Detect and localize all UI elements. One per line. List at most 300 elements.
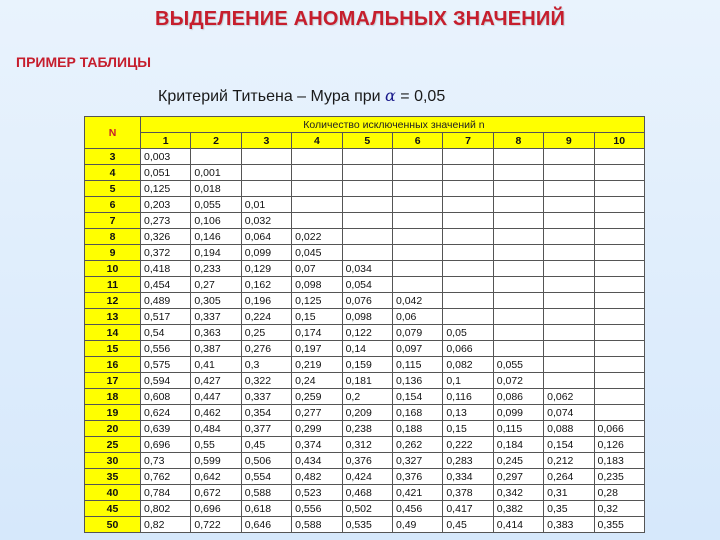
- table-cell: 0,297: [493, 469, 543, 485]
- table-row: [85, 469, 645, 485]
- table-cell: 0,262: [392, 437, 442, 453]
- row-header-n: 15: [85, 341, 141, 357]
- table-cell: 0,326: [141, 229, 191, 245]
- table-cell: [443, 165, 493, 181]
- table-cell: 0,197: [292, 341, 342, 357]
- table-cell: [342, 197, 392, 213]
- table-cell: 0,098: [292, 277, 342, 293]
- row-header-n: 4: [85, 165, 141, 181]
- table-cell: 0,594: [141, 373, 191, 389]
- table-cell: [594, 405, 644, 421]
- table-cell: [594, 261, 644, 277]
- table-cell: 0,273: [141, 213, 191, 229]
- table-cell: 0,194: [191, 245, 241, 261]
- table-cell: 0,575: [141, 357, 191, 373]
- table-cell: 0,337: [241, 389, 291, 405]
- table-cell: 0,618: [241, 501, 291, 517]
- section-subtitle: ПРИМЕР ТАБЛИЦЫ: [16, 54, 152, 70]
- table-cell: 0,003: [141, 149, 191, 165]
- table-cell: 0,762: [141, 469, 191, 485]
- table-cell: [392, 245, 442, 261]
- table-cell: 0,224: [241, 309, 291, 325]
- table-cell: 0,27: [191, 277, 241, 293]
- column-header: 4: [292, 133, 342, 149]
- table-cell: [443, 293, 493, 309]
- row-header-n: 18: [85, 389, 141, 405]
- table-cell: [191, 149, 241, 165]
- table-cell: 0,639: [141, 421, 191, 437]
- table-cell: 0,554: [241, 469, 291, 485]
- table-cell: [493, 197, 543, 213]
- table-cell: 0,196: [241, 293, 291, 309]
- table-row: [85, 277, 645, 293]
- table-cell: 0,588: [292, 517, 342, 533]
- table-cell: [392, 181, 442, 197]
- table-cell: 0,116: [443, 389, 493, 405]
- table-cell: 0,41: [191, 357, 241, 373]
- table-cell: 0,066: [443, 341, 493, 357]
- group-header-excluded-count: Количество исключенных значений n: [141, 117, 645, 133]
- column-header: 1: [141, 133, 191, 149]
- table-cell: [292, 149, 342, 165]
- table-cell: [544, 181, 594, 197]
- table-cell: 0,181: [342, 373, 392, 389]
- table-cell: [594, 245, 644, 261]
- table-cell: 0,334: [443, 469, 493, 485]
- page-title: ВЫДЕЛЕНИЕ АНОМАЛЬНЫХ ЗНАЧЕНИЙ: [154, 8, 566, 30]
- table-cell: 0,354: [241, 405, 291, 421]
- table-cell: [544, 229, 594, 245]
- table-cell: 0,045: [292, 245, 342, 261]
- table-cell: [594, 325, 644, 341]
- table-cell: 0,074: [544, 405, 594, 421]
- table-cell: 0,35: [544, 501, 594, 517]
- table-body: [85, 149, 645, 533]
- table-cell: 0,099: [241, 245, 291, 261]
- row-header-n: 35: [85, 469, 141, 485]
- table-cell: 0,034: [342, 261, 392, 277]
- table-cell: [544, 325, 594, 341]
- table-cell: 0,327: [392, 453, 442, 469]
- table-row: [85, 149, 645, 165]
- table-cell: [493, 165, 543, 181]
- table-cell: 0,136: [392, 373, 442, 389]
- table-cell: 0,378: [443, 485, 493, 501]
- table-cell: 0,646: [241, 517, 291, 533]
- row-header-n: 6: [85, 197, 141, 213]
- table-row: [85, 437, 645, 453]
- table-cell: 0,122: [342, 325, 392, 341]
- table-cell: 0,154: [544, 437, 594, 453]
- corner-label-n: N: [85, 117, 141, 149]
- table-cell: [443, 245, 493, 261]
- table-row: [85, 165, 645, 181]
- table-cell: [443, 277, 493, 293]
- table-cell: 0,462: [191, 405, 241, 421]
- row-header-n: 20: [85, 421, 141, 437]
- column-header: 10: [594, 133, 644, 149]
- table-cell: 0,259: [292, 389, 342, 405]
- table-cell: 0,556: [141, 341, 191, 357]
- column-header: 7: [443, 133, 493, 149]
- table-cell: 0,062: [544, 389, 594, 405]
- row-header-n: 40: [85, 485, 141, 501]
- table-cell: [392, 197, 442, 213]
- table-cell: 0,387: [191, 341, 241, 357]
- table-cell: [594, 341, 644, 357]
- table-cell: 0,588: [241, 485, 291, 501]
- table-cell: 0,2: [342, 389, 392, 405]
- table-cell: [493, 325, 543, 341]
- table-cell: 0,31: [544, 485, 594, 501]
- table-cell: [443, 261, 493, 277]
- table-cell: 0,624: [141, 405, 191, 421]
- row-header-n: 10: [85, 261, 141, 277]
- table-cell: 0,322: [241, 373, 291, 389]
- table-cell: 0,054: [342, 277, 392, 293]
- table-cell: 0,55: [191, 437, 241, 453]
- column-header: 2: [191, 133, 241, 149]
- table-cell: [594, 309, 644, 325]
- table-cell: 0,1: [443, 373, 493, 389]
- table-cell: [443, 181, 493, 197]
- table-cell: [342, 181, 392, 197]
- alpha-symbol: α: [385, 86, 396, 105]
- table-cell: 0,696: [191, 501, 241, 517]
- table-cell: [493, 309, 543, 325]
- table-cell: 0,535: [342, 517, 392, 533]
- table-cell: 0,45: [443, 517, 493, 533]
- table-cell: 0,022: [292, 229, 342, 245]
- table-cell: 0,3: [241, 357, 291, 373]
- table-cell: [594, 181, 644, 197]
- row-header-n: 25: [85, 437, 141, 453]
- table-cell: 0,418: [141, 261, 191, 277]
- row-header-n: 50: [85, 517, 141, 533]
- critical-values-table-container: [84, 116, 644, 531]
- table-cell: [544, 309, 594, 325]
- row-header-n: 14: [85, 325, 141, 341]
- table-cell: 0,363: [191, 325, 241, 341]
- table-caption: [158, 86, 445, 106]
- table-cell: 0,05: [443, 325, 493, 341]
- table-cell: 0,372: [141, 245, 191, 261]
- table-cell: [544, 341, 594, 357]
- table-cell: 0,098: [342, 309, 392, 325]
- table-cell: 0,072: [493, 373, 543, 389]
- column-header: 3: [241, 133, 291, 149]
- table-cell: 0,305: [191, 293, 241, 309]
- table-cell: 0,376: [342, 453, 392, 469]
- table-cell: [594, 165, 644, 181]
- table-cell: [594, 277, 644, 293]
- table-cell: 0,299: [292, 421, 342, 437]
- table-cell: 0,066: [594, 421, 644, 437]
- table-cell: 0,24: [292, 373, 342, 389]
- table-cell: [443, 149, 493, 165]
- table-cell: 0,018: [191, 181, 241, 197]
- table-cell: 0,337: [191, 309, 241, 325]
- table-cell: 0,097: [392, 341, 442, 357]
- table-cell: 0,188: [392, 421, 442, 437]
- table-cell: [292, 213, 342, 229]
- table-cell: 0,421: [392, 485, 442, 501]
- table-cell: [544, 357, 594, 373]
- table-cell: 0,07: [292, 261, 342, 277]
- table-cell: [594, 213, 644, 229]
- table-cell: [292, 197, 342, 213]
- table-cell: 0,209: [342, 405, 392, 421]
- table-cell: 0,312: [342, 437, 392, 453]
- table-cell: 0,235: [594, 469, 644, 485]
- column-header: 9: [544, 133, 594, 149]
- row-header-n: 19: [85, 405, 141, 421]
- table-row: [85, 373, 645, 389]
- table-cell: 0,382: [493, 501, 543, 517]
- table-cell: 0,125: [141, 181, 191, 197]
- table-cell: 0,238: [342, 421, 392, 437]
- table-cell: [544, 165, 594, 181]
- table-cell: [342, 245, 392, 261]
- table-row: [85, 293, 645, 309]
- table-row: [85, 341, 645, 357]
- table-row: [85, 421, 645, 437]
- row-header-n: 9: [85, 245, 141, 261]
- table-cell: 0,125: [292, 293, 342, 309]
- table-cell: 0,489: [141, 293, 191, 309]
- row-header-n: 3: [85, 149, 141, 165]
- table-cell: [392, 213, 442, 229]
- table-cell: 0,088: [544, 421, 594, 437]
- table-cell: 0,484: [191, 421, 241, 437]
- table-cell: 0,283: [443, 453, 493, 469]
- table-cell: 0,01: [241, 197, 291, 213]
- row-header-n: 12: [85, 293, 141, 309]
- table-cell: 0,342: [493, 485, 543, 501]
- table-cell: [392, 165, 442, 181]
- column-header: 8: [493, 133, 543, 149]
- table-cell: [594, 373, 644, 389]
- table-cell: 0,183: [594, 453, 644, 469]
- row-header-n: 45: [85, 501, 141, 517]
- table-cell: [493, 293, 543, 309]
- column-header: 5: [342, 133, 392, 149]
- table-cell: 0,599: [191, 453, 241, 469]
- table-cell: [594, 197, 644, 213]
- table-row: [85, 501, 645, 517]
- table-row: [85, 309, 645, 325]
- table-cell: 0,001: [191, 165, 241, 181]
- column-header: 6: [392, 133, 442, 149]
- table-cell: 0,099: [493, 405, 543, 421]
- table-cell: [544, 213, 594, 229]
- table-cell: 0,13: [443, 405, 493, 421]
- table-cell: 0,051: [141, 165, 191, 181]
- table-cell: [594, 389, 644, 405]
- table-cell: [493, 229, 543, 245]
- table-cell: [493, 213, 543, 229]
- table-cell: [594, 149, 644, 165]
- table-cell: 0,49: [392, 517, 442, 533]
- table-cell: 0,055: [191, 197, 241, 213]
- table-cell: 0,032: [241, 213, 291, 229]
- table-cell: [493, 149, 543, 165]
- table-cell: 0,222: [443, 437, 493, 453]
- table-row: [85, 181, 645, 197]
- table-row: [85, 261, 645, 277]
- table-cell: 0,264: [544, 469, 594, 485]
- table-row: [85, 213, 645, 229]
- caption-prefix: Критерий Титьена – Мура при: [158, 88, 386, 105]
- table-cell: 0,517: [141, 309, 191, 325]
- table-cell: [241, 181, 291, 197]
- table-cell: 0,608: [141, 389, 191, 405]
- table-cell: 0,076: [342, 293, 392, 309]
- table-cell: 0,383: [544, 517, 594, 533]
- table-cell: 0,174: [292, 325, 342, 341]
- table-cell: 0,722: [191, 517, 241, 533]
- table-cell: [493, 341, 543, 357]
- table-cell: 0,219: [292, 357, 342, 373]
- table-cell: 0,042: [392, 293, 442, 309]
- table-cell: [292, 165, 342, 181]
- table-cell: [594, 357, 644, 373]
- table-cell: 0,54: [141, 325, 191, 341]
- table-cell: 0,162: [241, 277, 291, 293]
- table-cell: 0,434: [292, 453, 342, 469]
- table-cell: [443, 229, 493, 245]
- table-cell: 0,25: [241, 325, 291, 341]
- table-cell: 0,784: [141, 485, 191, 501]
- table-cell: 0,146: [191, 229, 241, 245]
- table-cell: 0,377: [241, 421, 291, 437]
- table-cell: 0,502: [342, 501, 392, 517]
- table-cell: [443, 197, 493, 213]
- table-cell: [493, 181, 543, 197]
- table-cell: [594, 293, 644, 309]
- table-cell: 0,15: [443, 421, 493, 437]
- table-cell: 0,079: [392, 325, 442, 341]
- row-header-n: 13: [85, 309, 141, 325]
- table-cell: [544, 149, 594, 165]
- table-cell: 0,523: [292, 485, 342, 501]
- table-cell: 0,233: [191, 261, 241, 277]
- table-cell: [392, 149, 442, 165]
- table-cell: 0,06: [392, 309, 442, 325]
- table-row: [85, 245, 645, 261]
- table-cell: [342, 165, 392, 181]
- table-header: [85, 117, 645, 149]
- table-cell: 0,506: [241, 453, 291, 469]
- table-cell: [544, 261, 594, 277]
- row-header-n: 17: [85, 373, 141, 389]
- caption-suffix: = 0,05: [395, 88, 446, 105]
- table-cell: 0,427: [191, 373, 241, 389]
- table-cell: 0,454: [141, 277, 191, 293]
- row-header-n: 5: [85, 181, 141, 197]
- table-cell: 0,417: [443, 501, 493, 517]
- table-row: [85, 197, 645, 213]
- table-cell: 0,055: [493, 357, 543, 373]
- table-cell: 0,086: [493, 389, 543, 405]
- table-cell: 0,82: [141, 517, 191, 533]
- table-row: [85, 453, 645, 469]
- table-cell: [544, 373, 594, 389]
- table-cell: 0,126: [594, 437, 644, 453]
- table-cell: [292, 181, 342, 197]
- table-cell: 0,129: [241, 261, 291, 277]
- table-row: [85, 229, 645, 245]
- table-cell: 0,15: [292, 309, 342, 325]
- table-cell: [342, 213, 392, 229]
- table-cell: 0,159: [342, 357, 392, 373]
- table-row: [85, 325, 645, 341]
- table-cell: [443, 213, 493, 229]
- table-cell: 0,203: [141, 197, 191, 213]
- table-cell: 0,556: [292, 501, 342, 517]
- row-header-n: 8: [85, 229, 141, 245]
- table-cell: 0,468: [342, 485, 392, 501]
- critical-values-table: [84, 116, 645, 533]
- table-cell: [493, 245, 543, 261]
- table-cell: [392, 277, 442, 293]
- table-cell: 0,276: [241, 341, 291, 357]
- table-cell: [342, 229, 392, 245]
- table-cell: 0,064: [241, 229, 291, 245]
- table-cell: [443, 309, 493, 325]
- table-row: [85, 357, 645, 373]
- header-row-columns: [85, 133, 645, 149]
- table-cell: [544, 277, 594, 293]
- table-cell: 0,115: [392, 357, 442, 373]
- table-cell: 0,424: [342, 469, 392, 485]
- table-cell: [544, 293, 594, 309]
- table-cell: [241, 165, 291, 181]
- table-row: [85, 485, 645, 501]
- table-row: [85, 517, 645, 533]
- table-cell: 0,106: [191, 213, 241, 229]
- table-cell: [594, 229, 644, 245]
- table-cell: 0,456: [392, 501, 442, 517]
- table-cell: 0,73: [141, 453, 191, 469]
- row-header-n: 30: [85, 453, 141, 469]
- table-cell: 0,14: [342, 341, 392, 357]
- table-cell: 0,115: [493, 421, 543, 437]
- table-cell: 0,376: [392, 469, 442, 485]
- table-row: [85, 389, 645, 405]
- table-cell: 0,45: [241, 437, 291, 453]
- table-cell: 0,802: [141, 501, 191, 517]
- table-cell: 0,672: [191, 485, 241, 501]
- table-cell: 0,28: [594, 485, 644, 501]
- table-cell: [544, 197, 594, 213]
- table-cell: [342, 149, 392, 165]
- table-cell: 0,245: [493, 453, 543, 469]
- table-cell: 0,414: [493, 517, 543, 533]
- table-cell: 0,447: [191, 389, 241, 405]
- table-cell: 0,082: [443, 357, 493, 373]
- table-cell: 0,154: [392, 389, 442, 405]
- table-cell: [392, 261, 442, 277]
- table-cell: 0,374: [292, 437, 342, 453]
- table-cell: [493, 261, 543, 277]
- table-cell: [544, 245, 594, 261]
- table-cell: [241, 149, 291, 165]
- table-cell: 0,482: [292, 469, 342, 485]
- table-cell: 0,696: [141, 437, 191, 453]
- table-cell: [493, 277, 543, 293]
- table-cell: 0,32: [594, 501, 644, 517]
